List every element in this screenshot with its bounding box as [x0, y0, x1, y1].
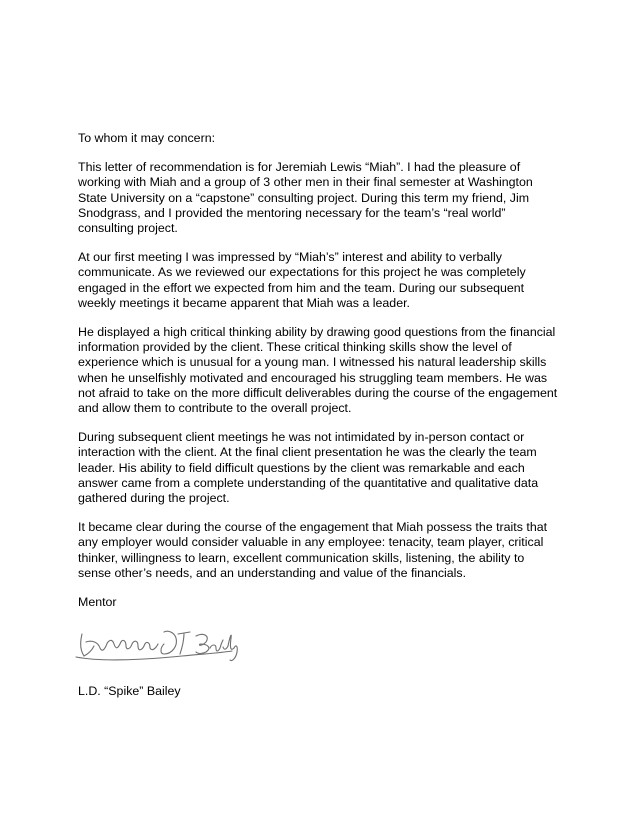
paragraph-line: working with Miah and a group of 3 other men in their final semester at Washington [78, 175, 533, 190]
paragraph-line: thinker, willingness to learn, excellent communication skills, listening, the ability to [78, 550, 525, 565]
paragraph-line: sense other’s needs, and an understanding and value of the financials. [78, 565, 467, 580]
paragraph-line: interaction with the client. At the final client presentation he was the clearly the team [78, 445, 537, 460]
paragraph-line: This letter of recommendation is for Jeremiah Lewis “Miah”. I had the pleasure of [78, 160, 521, 175]
letter-body [78, 131, 568, 699]
paragraph-line: weekly meetings it became apparent that Miah was a leader. [78, 295, 410, 310]
paragraph-5 [78, 520, 568, 581]
paragraph-line: information provided by the client. These critical thinking skills show the level of [78, 340, 512, 355]
paragraph-line: answer came from a complete understanding of the quantitative and qualitative data [78, 475, 539, 490]
paragraph-line: consulting project. [78, 221, 178, 236]
paragraph-line: gathered during the project. [78, 491, 230, 506]
handwritten-signature-icon [72, 620, 242, 670]
paragraph-3 [78, 325, 568, 416]
paragraph-line: not afraid to take on the more difficult deliverables during the course of the engagement [78, 385, 558, 400]
salutation: To whom it may concern: [78, 131, 216, 145]
paragraph-line: He displayed a high critical thinking ability by drawing good questions from the financial [78, 325, 556, 340]
paragraph-line: and allow them to contribute to the overall project. [78, 401, 352, 416]
closing: Mentor [78, 595, 117, 610]
paragraph-line: experience which is unusual for a young man. I witnessed his natural leadership skills [78, 355, 547, 370]
paragraph-2 [78, 250, 568, 311]
paragraph-line: Snodgrass, and I provided the mentoring necessary for the team’s “real world” [78, 205, 506, 220]
paragraph-line: engaged in the effort we expected from him and the team. During our subsequent [78, 280, 525, 295]
paragraph-line: leader. His ability to field difficult questions by the client was remarkable and each [78, 460, 525, 475]
paragraph-4 [78, 430, 568, 506]
paragraph-line: At our first meeting I was impressed by “Miah’s” interest and ability to verbally [78, 250, 502, 265]
paragraph-line: any employer would consider valuable in any employee: tenacity, team player, critical [78, 535, 544, 550]
paragraph-line: It became clear during the course of the engagement that Miah possess the traits that [78, 520, 548, 535]
paragraph-line: During subsequent client meetings he was not intimidated by in-person contact or [78, 430, 525, 445]
signer-name: L.D. “Spike” Bailey [78, 684, 181, 699]
paragraph-line: communicate. As we reviewed our expectations for this project he was completely [78, 265, 526, 280]
paragraph-1 [78, 160, 568, 236]
paragraph-line: State University on a “capstone” consulting project. During this term my friend, Jim [78, 190, 530, 205]
paragraph-line: when he unselfishly motivated and encouraged his struggling team members. He was [78, 370, 548, 385]
